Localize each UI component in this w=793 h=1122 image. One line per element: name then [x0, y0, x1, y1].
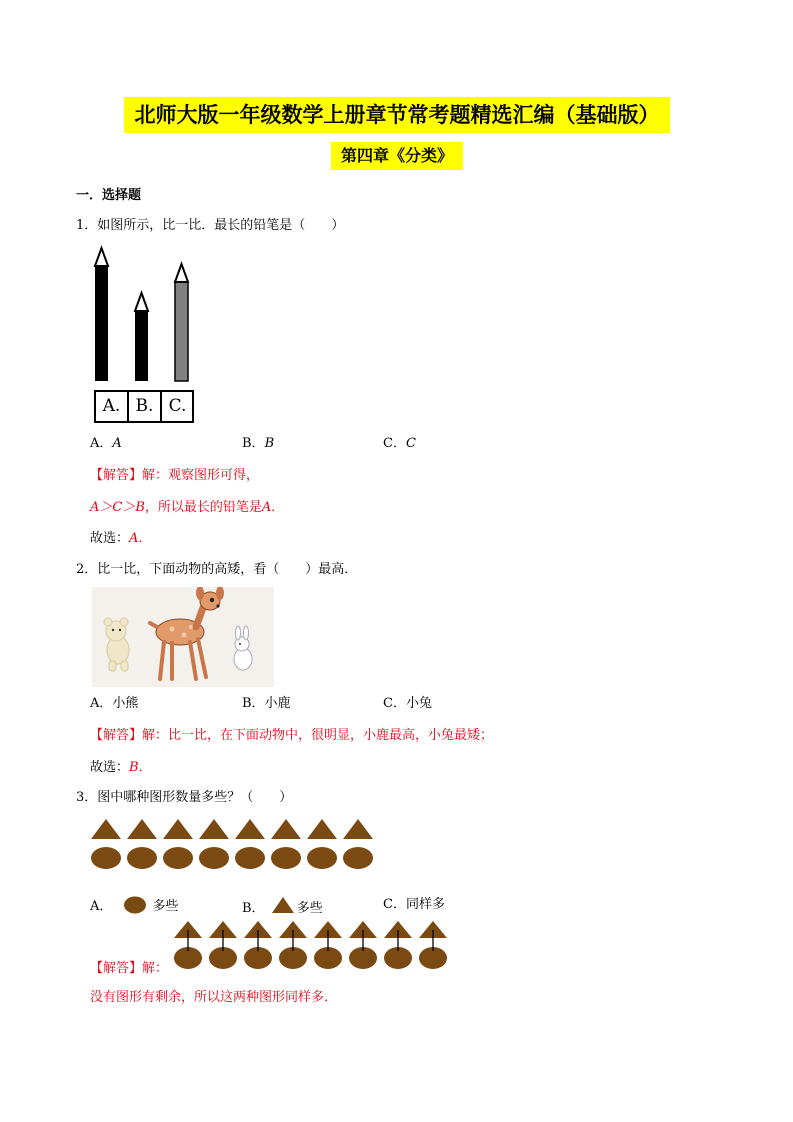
q1-stem: 1．如图所示，比一比．最长的铅笔是（ ）: [76, 218, 345, 233]
circle-shape: [127, 847, 157, 869]
circle-shape: [163, 847, 193, 869]
pencil-c: [175, 264, 188, 381]
q1-answer-line1: 【解答】解：观察图形可得，: [90, 468, 260, 483]
pencil-label-a: A.: [102, 396, 121, 416]
q2-choice: 故选：B．: [90, 760, 152, 775]
q1-option-a: A．A: [90, 436, 122, 451]
q1-choice: 故选：A．: [90, 531, 152, 546]
q3-option-c: C．同样多: [383, 897, 445, 912]
q2-option-c: C．小兔: [383, 696, 432, 711]
bear-illustration: [104, 618, 129, 671]
q3-shape-figure: [88, 815, 388, 875]
pencil-b: [135, 293, 148, 381]
triangle-shape: [343, 819, 373, 839]
circle-shape: [271, 847, 301, 869]
triangle-shape: [307, 819, 337, 839]
q3-stem: 3．图中哪种图形数量多些？（ ）: [76, 790, 293, 805]
q1-option-b: B．B: [242, 436, 275, 451]
circle-shape: [343, 847, 373, 869]
q1-answer-line2: A＞C＞B，所以最长的铅笔是A．: [90, 500, 285, 515]
q3-option-b: B． 多些: [242, 896, 323, 918]
triangle-shape: [91, 819, 121, 839]
q1-option-c: C．C: [383, 436, 416, 451]
circle-shape: [199, 847, 229, 869]
q3-pairing-figure: [170, 918, 460, 974]
animals-image: [92, 587, 274, 687]
q2-stem: 2．比一比，下面动物的高矮，看（ ）最高．: [76, 562, 358, 577]
q2-option-b: B．小鹿: [242, 696, 291, 711]
deer-illustration: [150, 587, 224, 679]
triangle-shape: [199, 819, 229, 839]
document-title: 北师大版一年级数学上册章节常考题精选汇编（基础版）: [124, 97, 670, 133]
q3-answer-text: 没有图形有剩余，所以这两种图形同样多．: [90, 990, 338, 1005]
circle-shape: [91, 847, 121, 869]
pencil-label-c: C.: [168, 396, 187, 416]
q2-option-a: A．小熊: [90, 696, 139, 711]
chapter-title: 第四章《分类》: [331, 142, 463, 170]
q3-answer-tag: 【解答】解：: [90, 961, 169, 976]
q3-option-a: A． 多些: [90, 896, 179, 916]
rabbit-illustration: [234, 626, 252, 670]
triangle-shape: [271, 819, 301, 839]
pencil-label-b: B.: [135, 396, 154, 416]
circle-shape: [235, 847, 265, 869]
pencil-a: [95, 248, 108, 381]
triangle-shape: [163, 819, 193, 839]
circle-shape: [307, 847, 337, 869]
circle-shape-icon: [123, 896, 147, 914]
triangle-shape: [235, 819, 265, 839]
section-heading: 一．选择题: [76, 188, 142, 203]
triangle-shape: [127, 819, 157, 839]
q2-answer: 【解答】解：比一比，在下面动物中，很明显，小鹿最高，小兔最矮；: [90, 728, 494, 743]
triangle-shape-icon: [271, 896, 295, 914]
